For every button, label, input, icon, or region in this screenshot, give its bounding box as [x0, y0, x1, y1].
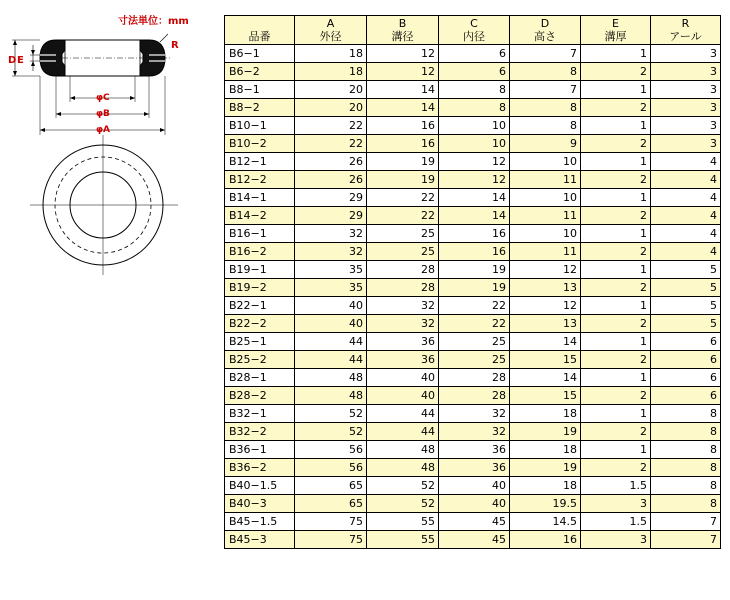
- table-row: [225, 405, 721, 423]
- dimension-cell: 10: [439, 117, 510, 135]
- dimension-cell: 5: [651, 297, 721, 315]
- dimension-cell: 1: [581, 81, 651, 99]
- column-code: [228, 17, 291, 30]
- dimension-cell: 26: [295, 171, 367, 189]
- dimension-cell: 5: [651, 279, 721, 297]
- table-row: [225, 171, 721, 189]
- dim-label-b: φB: [96, 109, 110, 119]
- table-row: [225, 297, 721, 315]
- dimension-cell: 18: [295, 45, 367, 63]
- dimension-cell: 14: [439, 189, 510, 207]
- dimension-cell: 22: [367, 189, 439, 207]
- dimension-cell: 10: [439, 135, 510, 153]
- dim-label-a: φA: [96, 125, 111, 135]
- grommet-drawing: [0, 0, 215, 300]
- dimension-cell: 8: [510, 63, 581, 81]
- table-row: [225, 261, 721, 279]
- table-row: [225, 387, 721, 405]
- dimension-cell: 7: [510, 81, 581, 99]
- part-number-cell: B45−3: [225, 531, 295, 549]
- dimension-cell: 1: [581, 405, 651, 423]
- dimension-cell: 16: [510, 531, 581, 549]
- dimension-cell: 32: [367, 315, 439, 333]
- part-number-cell: B22−1: [225, 297, 295, 315]
- dimension-cell: 65: [295, 495, 367, 513]
- dimension-cell: 2: [581, 99, 651, 117]
- part-number-cell: B12−1: [225, 153, 295, 171]
- dimension-cell: 4: [651, 207, 721, 225]
- table-row: [225, 81, 721, 99]
- dimension-cell: 29: [295, 207, 367, 225]
- dimension-cell: 8: [651, 477, 721, 495]
- dimension-cell: 3: [651, 135, 721, 153]
- dimension-cell: 19: [510, 423, 581, 441]
- dimension-cell: 26: [295, 153, 367, 171]
- dimension-cell: 18: [295, 63, 367, 81]
- dimension-cell: 28: [439, 387, 510, 405]
- dimension-cell: 52: [367, 495, 439, 513]
- dimension-cell: 8: [651, 495, 721, 513]
- table-row: [225, 207, 721, 225]
- dimension-cell: 32: [439, 423, 510, 441]
- unit-label: 寸法単位：mm: [118, 16, 189, 27]
- table-row: [225, 243, 721, 261]
- dimension-cell: 1: [581, 261, 651, 279]
- top-view: [30, 135, 178, 275]
- table-row: [225, 351, 721, 369]
- dimension-cell: 3: [651, 45, 721, 63]
- dimension-cell: 22: [367, 207, 439, 225]
- dimension-cell: 22: [439, 315, 510, 333]
- dimension-cell: 3: [651, 99, 721, 117]
- dimension-cell: 52: [295, 423, 367, 441]
- dimension-cell: 8: [651, 459, 721, 477]
- dimension-cell: 6: [439, 63, 510, 81]
- dimension-cell: 44: [367, 423, 439, 441]
- dimension-cell: 12: [510, 261, 581, 279]
- dimension-cell: 44: [295, 333, 367, 351]
- dimension-cell: 8: [651, 441, 721, 459]
- dimension-cell: 48: [367, 459, 439, 477]
- column-code: D: [540, 17, 550, 30]
- column-code: C: [470, 17, 478, 30]
- part-number-cell: B6−1: [225, 45, 295, 63]
- dimension-cell: 35: [295, 279, 367, 297]
- dimension-cell: 8: [510, 99, 581, 117]
- dimension-cell: 13: [510, 315, 581, 333]
- dimension-cell: 25: [439, 333, 510, 351]
- dimension-cell: 22: [439, 297, 510, 315]
- part-number-cell: B40−1.5: [225, 477, 295, 495]
- dimension-cell: 29: [295, 189, 367, 207]
- dimension-cell: 9: [510, 135, 581, 153]
- dimension-cell: 2: [581, 315, 651, 333]
- dimension-cell: 36: [439, 459, 510, 477]
- dimension-cell: 6: [651, 351, 721, 369]
- part-number-cell: B16−1: [225, 225, 295, 243]
- dimension-cell: 14: [367, 81, 439, 99]
- column-code: E: [612, 17, 619, 30]
- dimension-cell: 40: [439, 477, 510, 495]
- dimension-cell: 52: [367, 477, 439, 495]
- dimension-cell: 65: [295, 477, 367, 495]
- part-number-cell: B10−2: [225, 135, 295, 153]
- dimension-cell: 45: [439, 513, 510, 531]
- dimension-cell: 13: [510, 279, 581, 297]
- dimension-cell: 1: [581, 117, 651, 135]
- part-number-cell: B16−2: [225, 243, 295, 261]
- column-name: 高さ: [534, 30, 556, 43]
- table-row: [225, 45, 721, 63]
- dimension-cell: 19: [367, 153, 439, 171]
- dimension-cell: 19: [439, 261, 510, 279]
- dimension-cell: 5: [651, 315, 721, 333]
- dimension-cell: 56: [295, 441, 367, 459]
- dimension-cell: 1: [581, 333, 651, 351]
- dimension-cell: 32: [367, 297, 439, 315]
- column-name: 品番: [248, 30, 271, 43]
- dimension-cell: 12: [439, 153, 510, 171]
- table-row: [225, 423, 721, 441]
- dimension-cell: 10: [510, 153, 581, 171]
- dimension-cell: 28: [439, 369, 510, 387]
- dimension-cell: 16: [439, 225, 510, 243]
- dimension-cell: 32: [295, 243, 367, 261]
- column-header: [295, 16, 367, 45]
- dimension-cell: 14.5: [510, 513, 581, 531]
- part-number-cell: B25−1: [225, 333, 295, 351]
- column-header: [439, 16, 510, 45]
- part-number-cell: B28−2: [225, 387, 295, 405]
- part-number-cell: B14−2: [225, 207, 295, 225]
- dimension-cell: 22: [295, 117, 367, 135]
- dimension-cell: 56: [295, 459, 367, 477]
- dimension-cell: 11: [510, 171, 581, 189]
- column-code: A: [326, 17, 335, 30]
- dimension-cell: 32: [439, 405, 510, 423]
- dimension-cell: 12: [367, 63, 439, 81]
- dimension-cell: 2: [581, 171, 651, 189]
- column-name: アール: [669, 30, 702, 43]
- part-number-cell: B36−2: [225, 459, 295, 477]
- dimension-cell: 75: [295, 531, 367, 549]
- dimension-cell: 36: [367, 351, 439, 369]
- dim-label-d: D: [8, 55, 17, 66]
- dimension-cell: 40: [367, 387, 439, 405]
- table-row: [225, 63, 721, 81]
- table-row: [225, 477, 721, 495]
- column-header: [510, 16, 581, 45]
- dimension-cell: 48: [367, 441, 439, 459]
- table-row: [225, 459, 721, 477]
- dimension-cell: 10: [510, 225, 581, 243]
- dimension-cell: 5: [651, 261, 721, 279]
- dimension-cell: 40: [295, 297, 367, 315]
- dimension-cell: 52: [295, 405, 367, 423]
- dimension-cell: 3: [651, 81, 721, 99]
- dimension-cell: 6: [439, 45, 510, 63]
- dimension-cell: 6: [651, 369, 721, 387]
- dimension-cell: 8: [510, 117, 581, 135]
- table-row: [225, 99, 721, 117]
- dimension-cell: 40: [439, 495, 510, 513]
- dimension-cell: 19.5: [510, 495, 581, 513]
- column-name: 溝厚: [604, 30, 627, 43]
- dimension-cell: 40: [295, 315, 367, 333]
- dimension-cell: 14: [439, 207, 510, 225]
- table-row: [225, 225, 721, 243]
- part-number-cell: B10−1: [225, 117, 295, 135]
- dimension-cell: 15: [510, 351, 581, 369]
- dimension-cell: 28: [367, 279, 439, 297]
- dimension-cell: 1: [581, 297, 651, 315]
- dimension-cell: 12: [439, 171, 510, 189]
- dimension-cell: 2: [581, 351, 651, 369]
- dimension-cell: 19: [439, 279, 510, 297]
- part-number-cell: B19−2: [225, 279, 295, 297]
- table-header-row: [225, 16, 721, 45]
- dimension-cell: 1: [581, 189, 651, 207]
- table-row: [225, 513, 721, 531]
- dimension-cell: 8: [439, 81, 510, 99]
- dimension-cell: 19: [367, 171, 439, 189]
- dimension-cell: 25: [367, 225, 439, 243]
- dimension-cell: 1: [581, 153, 651, 171]
- column-header: [581, 16, 651, 45]
- dimension-cell: 4: [651, 243, 721, 261]
- dimension-cell: 18: [510, 405, 581, 423]
- part-number-cell: B40−3: [225, 495, 295, 513]
- section-view: [12, 34, 170, 135]
- dimension-cell: 8: [439, 99, 510, 117]
- dimension-cell: 1: [581, 369, 651, 387]
- dimension-cell: 2: [581, 279, 651, 297]
- column-header: [651, 16, 721, 45]
- dimension-cell: 40: [367, 369, 439, 387]
- dimension-cell: 1: [581, 45, 651, 63]
- dimension-cell: 20: [295, 81, 367, 99]
- dimension-cell: 16: [367, 117, 439, 135]
- dimension-cell: 16: [439, 243, 510, 261]
- dimension-cell: 55: [367, 513, 439, 531]
- table-row: [225, 135, 721, 153]
- column-name: 溝径: [391, 30, 414, 43]
- dim-label-c: φC: [96, 93, 110, 103]
- dimension-cell: 4: [651, 225, 721, 243]
- dimension-cell: 28: [367, 261, 439, 279]
- dimension-cell: 35: [295, 261, 367, 279]
- grommet-diagram: [0, 0, 215, 300]
- dimension-cell: 19: [510, 459, 581, 477]
- dimension-cell: 55: [367, 531, 439, 549]
- dimension-cell: 7: [651, 513, 721, 531]
- dimension-cell: 4: [651, 189, 721, 207]
- dimension-cell: 25: [439, 351, 510, 369]
- dimension-cell: 45: [439, 531, 510, 549]
- dimension-cell: 18: [510, 477, 581, 495]
- dimension-cell: 15: [510, 387, 581, 405]
- dimension-cell: 2: [581, 63, 651, 81]
- dimension-cell: 44: [367, 405, 439, 423]
- dimension-cell: 4: [651, 153, 721, 171]
- dimension-cell: 1.5: [581, 513, 651, 531]
- table-row: [225, 279, 721, 297]
- dimension-cell: 12: [510, 297, 581, 315]
- part-number-cell: B22−2: [225, 315, 295, 333]
- part-number-cell: B36−1: [225, 441, 295, 459]
- dimension-cell: 6: [651, 333, 721, 351]
- dimension-cell: 14: [510, 369, 581, 387]
- dimension-cell: 22: [295, 135, 367, 153]
- dimension-cell: 16: [367, 135, 439, 153]
- dimension-cell: 12: [367, 45, 439, 63]
- table-row: [225, 117, 721, 135]
- dimension-cell: 48: [295, 387, 367, 405]
- table-row: [225, 333, 721, 351]
- part-number-cell: B32−1: [225, 405, 295, 423]
- dimension-cell: 2: [581, 423, 651, 441]
- dimension-cell: 8: [651, 405, 721, 423]
- dimension-cell: 1: [581, 441, 651, 459]
- dimension-cell: 1.5: [581, 477, 651, 495]
- column-name: 外径: [319, 30, 342, 43]
- dimension-cell: 2: [581, 459, 651, 477]
- column-header: [367, 16, 439, 45]
- table-row: [225, 495, 721, 513]
- dimension-cell: 14: [367, 99, 439, 117]
- dimension-cell: 75: [295, 513, 367, 531]
- dimension-cell: 3: [651, 117, 721, 135]
- dimension-cell: 11: [510, 243, 581, 261]
- dim-label-r: R: [171, 40, 179, 51]
- part-number-cell: B8−2: [225, 99, 295, 117]
- dimension-cell: 7: [510, 45, 581, 63]
- part-number-cell: B8−1: [225, 81, 295, 99]
- part-number-cell: B6−2: [225, 63, 295, 81]
- table-row: [225, 531, 721, 549]
- table-body: [225, 45, 721, 549]
- table-row: [225, 441, 721, 459]
- dimension-cell: 3: [581, 495, 651, 513]
- dimension-cell: 32: [295, 225, 367, 243]
- dimension-cell: 20: [295, 99, 367, 117]
- dimension-cell: 36: [367, 333, 439, 351]
- part-number-cell: B25−2: [225, 351, 295, 369]
- dimension-cell: 2: [581, 207, 651, 225]
- dimension-cell: 4: [651, 171, 721, 189]
- table-row: [225, 369, 721, 387]
- dimension-cell: 11: [510, 207, 581, 225]
- table-row: [225, 189, 721, 207]
- part-number-cell: B45−1.5: [225, 513, 295, 531]
- table-row: [225, 315, 721, 333]
- dimension-cell: 3: [651, 63, 721, 81]
- part-number-cell: B14−1: [225, 189, 295, 207]
- table-row: [225, 153, 721, 171]
- part-number-cell: B12−2: [225, 171, 295, 189]
- part-number-cell: B19−1: [225, 261, 295, 279]
- dimension-cell: 10: [510, 189, 581, 207]
- dimension-cell: 2: [581, 243, 651, 261]
- dimension-cell: 3: [581, 531, 651, 549]
- column-name: 内径: [463, 30, 485, 43]
- dimension-cell: 18: [510, 441, 581, 459]
- dimension-cell: 2: [581, 387, 651, 405]
- grommet-spec-table: [224, 15, 721, 549]
- dimension-cell: 1: [581, 225, 651, 243]
- column-header: [225, 16, 295, 45]
- dimension-cell: 8: [651, 423, 721, 441]
- dim-label-e: E: [17, 55, 24, 66]
- dimension-cell: 2: [581, 135, 651, 153]
- dimension-cell: 14: [510, 333, 581, 351]
- dimension-cell: 36: [439, 441, 510, 459]
- part-number-cell: B32−2: [225, 423, 295, 441]
- dimension-cell: 6: [651, 387, 721, 405]
- dimension-cell: 48: [295, 369, 367, 387]
- dimension-cell: 44: [295, 351, 367, 369]
- column-code: R: [681, 17, 690, 30]
- part-number-cell: B28−1: [225, 369, 295, 387]
- dimension-cell: 25: [367, 243, 439, 261]
- column-code: B: [398, 17, 407, 30]
- dimension-cell: 7: [651, 531, 721, 549]
